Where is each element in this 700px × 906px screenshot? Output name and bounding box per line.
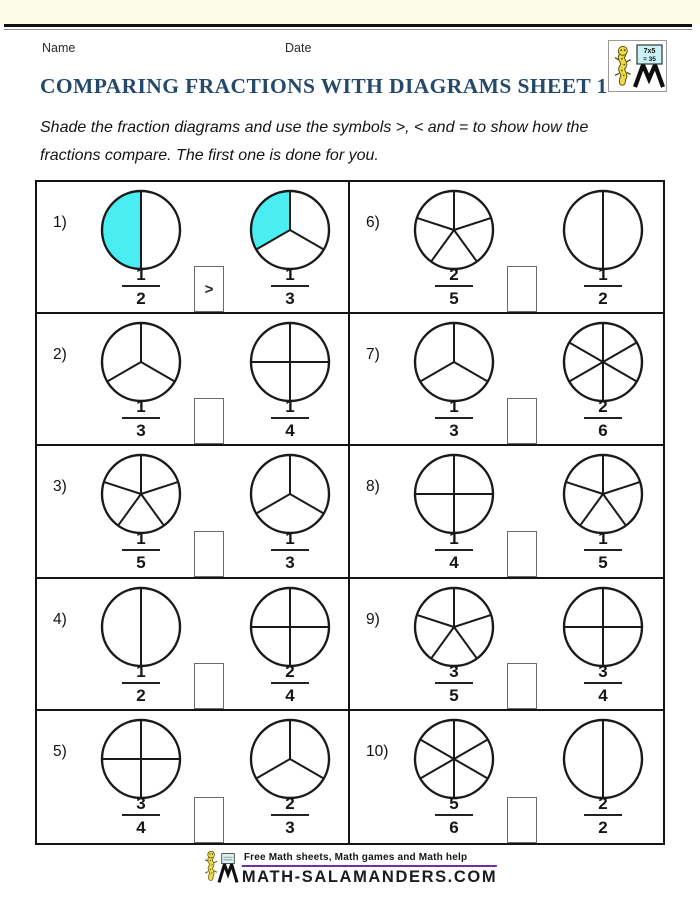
fraction-circle-right[interactable] xyxy=(556,315,650,409)
fraction-left xyxy=(419,529,489,572)
fraction-circle-left[interactable] xyxy=(407,315,501,409)
footer-site: MATH-SALAMANDERS.COM xyxy=(241,868,498,886)
problem-cell xyxy=(37,711,350,843)
fraction-circle-right[interactable] xyxy=(243,315,337,409)
page-title: COMPARING FRACTIONS WITH DIAGRAMS SHEET 1 xyxy=(40,74,608,98)
fraction-denominator: 6 xyxy=(449,817,459,837)
problem-number: 8) xyxy=(366,478,380,496)
fraction-denominator: 4 xyxy=(449,553,459,573)
fraction-bar xyxy=(122,814,160,816)
fraction-bar xyxy=(584,285,622,287)
top-rule-thin xyxy=(4,29,692,30)
logo-equation-bottom: = 35 xyxy=(643,56,656,63)
fraction-left xyxy=(106,397,176,440)
problem-number: 10) xyxy=(366,742,389,760)
problem-number: 1) xyxy=(53,214,67,231)
fraction-circle-left[interactable] xyxy=(94,315,188,409)
fraction-bar xyxy=(435,417,473,419)
answer-box[interactable] xyxy=(507,663,537,709)
fraction-left xyxy=(419,397,489,440)
fraction-circle-right[interactable] xyxy=(243,580,337,674)
fraction-bar xyxy=(122,285,160,287)
answer-box[interactable] xyxy=(194,797,224,843)
fraction-circle-right[interactable] xyxy=(556,183,650,277)
problem-number: 5) xyxy=(53,742,67,760)
fraction-denominator: 2 xyxy=(598,817,608,837)
fraction-denominator: 4 xyxy=(598,685,608,705)
fraction-circle-left[interactable] xyxy=(94,447,188,541)
fraction-right xyxy=(255,529,325,572)
fraction-right xyxy=(568,529,638,572)
logo-equation-top: 7x5 xyxy=(643,48,656,55)
fraction-circle-right[interactable] xyxy=(243,447,337,541)
fraction-numerator: 1 xyxy=(136,397,146,417)
fraction-denominator: 2 xyxy=(136,289,146,308)
problem-cell xyxy=(350,446,663,578)
problem-cell xyxy=(37,446,350,578)
fraction-bar xyxy=(271,814,309,816)
fraction-circle-right[interactable] xyxy=(556,580,650,674)
fraction-denominator: 4 xyxy=(136,817,146,837)
problem-number: 7) xyxy=(366,346,380,364)
fraction-right xyxy=(568,662,638,705)
problem-cell xyxy=(37,182,350,314)
problem-cell xyxy=(37,314,350,446)
fraction-numerator: 1 xyxy=(598,529,608,549)
footer-salamander-icon xyxy=(203,849,239,887)
fraction-denominator: 2 xyxy=(598,289,608,308)
fraction-bar xyxy=(435,285,473,287)
fraction-left xyxy=(106,662,176,705)
fraction-numerator: 2 xyxy=(285,661,295,681)
fraction-numerator: 1 xyxy=(449,397,459,417)
salamander-logo-icon xyxy=(610,43,665,89)
instructions xyxy=(40,114,650,169)
fraction-bar xyxy=(122,682,160,684)
fraction-circle-left[interactable] xyxy=(407,580,501,674)
fraction-left xyxy=(106,265,176,308)
fraction-circle-right[interactable] xyxy=(243,712,337,806)
fraction-circle-left[interactable] xyxy=(407,712,501,806)
fraction-circle-right[interactable] xyxy=(556,447,650,541)
fraction-numerator: 1 xyxy=(285,265,295,284)
problem-cell xyxy=(350,182,663,314)
top-rule-thick xyxy=(4,24,692,27)
fraction-denominator: 4 xyxy=(285,421,295,441)
fraction-numerator: 2 xyxy=(449,265,459,284)
fraction-bar xyxy=(584,682,622,684)
fraction-bar xyxy=(122,417,160,419)
footer-tagline: Free Math sheets, Math games and Math help xyxy=(243,852,468,863)
fraction-numerator: 1 xyxy=(136,661,146,681)
fraction-bar xyxy=(271,682,309,684)
problem-cell xyxy=(350,579,663,711)
problem-number: 9) xyxy=(366,610,380,628)
fraction-bar xyxy=(584,814,622,816)
fraction-denominator: 5 xyxy=(449,289,459,308)
fraction-left xyxy=(419,265,489,308)
fraction-denominator: 2 xyxy=(136,685,146,705)
fraction-circle-left[interactable] xyxy=(407,183,501,277)
fraction-bar xyxy=(271,285,309,287)
problems-grid xyxy=(35,180,665,845)
fraction-numerator: 2 xyxy=(598,793,608,813)
footer-divider xyxy=(242,865,497,867)
fraction-numerator: 1 xyxy=(285,529,295,549)
fraction-circle-right[interactable] xyxy=(556,712,650,806)
fraction-denominator: 3 xyxy=(136,421,146,441)
fraction-circle-left[interactable] xyxy=(94,580,188,674)
fraction-denominator: 3 xyxy=(285,817,295,837)
answer-box[interactable] xyxy=(507,266,537,312)
fraction-numerator: 1 xyxy=(449,529,459,549)
fraction-bar xyxy=(271,417,309,419)
instructions-line1: Shade the fraction diagrams and use the symbols >, < and = to show how the xyxy=(40,119,589,136)
fraction-circle-left[interactable] xyxy=(94,183,188,277)
fraction-bar xyxy=(584,549,622,551)
fraction-bar xyxy=(584,417,622,419)
fraction-denominator: 5 xyxy=(136,553,146,573)
fraction-left xyxy=(419,662,489,705)
fraction-numerator: 1 xyxy=(136,265,146,284)
name-label: Name xyxy=(42,41,76,55)
comparison-symbol: > xyxy=(204,280,214,298)
brand-logo xyxy=(608,40,667,92)
fraction-left xyxy=(419,794,489,837)
fraction-right xyxy=(568,397,638,440)
fraction-right xyxy=(255,662,325,705)
fraction-numerator: 3 xyxy=(598,661,608,681)
answer-box[interactable] xyxy=(194,531,224,577)
fraction-right xyxy=(255,794,325,837)
fraction-circle-left[interactable] xyxy=(94,712,188,806)
fraction-numerator: 1 xyxy=(285,397,295,417)
answer-box[interactable] xyxy=(194,663,224,709)
fraction-numerator: 3 xyxy=(136,793,146,813)
instructions-line2: fractions compare. The first one is done for you. xyxy=(40,146,379,164)
answer-box[interactable] xyxy=(194,266,224,312)
fraction-numerator: 1 xyxy=(136,529,146,549)
fraction-bar xyxy=(271,549,309,551)
answer-box[interactable] xyxy=(507,398,537,444)
problem-number: 2) xyxy=(53,346,67,364)
fraction-denominator: 5 xyxy=(598,553,608,573)
answer-box[interactable] xyxy=(194,398,224,444)
fraction-denominator: 3 xyxy=(285,553,295,573)
fraction-right xyxy=(255,397,325,440)
problem-number: 4) xyxy=(53,610,67,628)
fraction-right xyxy=(255,265,325,308)
fraction-bar xyxy=(435,682,473,684)
problem-number: 3) xyxy=(53,478,67,496)
fraction-numerator: 1 xyxy=(598,265,608,284)
fraction-right xyxy=(568,794,638,837)
problem-number: 6) xyxy=(366,214,380,231)
problem-cell xyxy=(37,579,350,711)
fraction-numerator: 2 xyxy=(285,793,295,813)
fraction-circle-right[interactable] xyxy=(243,183,337,277)
fraction-numerator: 2 xyxy=(598,397,608,417)
fraction-bar xyxy=(435,814,473,816)
fraction-denominator: 3 xyxy=(285,289,295,308)
fraction-denominator: 6 xyxy=(598,421,608,441)
fraction-right xyxy=(568,265,638,308)
fraction-numerator: 3 xyxy=(449,661,459,681)
top-border-strip xyxy=(0,0,700,24)
footer xyxy=(203,849,497,887)
fraction-bar xyxy=(435,549,473,551)
answer-box[interactable] xyxy=(507,797,537,843)
fraction-numerator: 5 xyxy=(449,793,459,813)
fraction-left xyxy=(106,529,176,572)
fraction-denominator: 4 xyxy=(285,685,295,705)
answer-box[interactable] xyxy=(507,531,537,577)
fraction-denominator: 3 xyxy=(449,421,459,441)
fraction-left xyxy=(106,794,176,837)
problem-cell xyxy=(350,314,663,446)
fraction-circle-left[interactable] xyxy=(407,447,501,541)
problem-cell xyxy=(350,711,663,843)
fraction-denominator: 5 xyxy=(449,685,459,705)
date-label: Date xyxy=(285,41,312,55)
fraction-bar xyxy=(122,549,160,551)
